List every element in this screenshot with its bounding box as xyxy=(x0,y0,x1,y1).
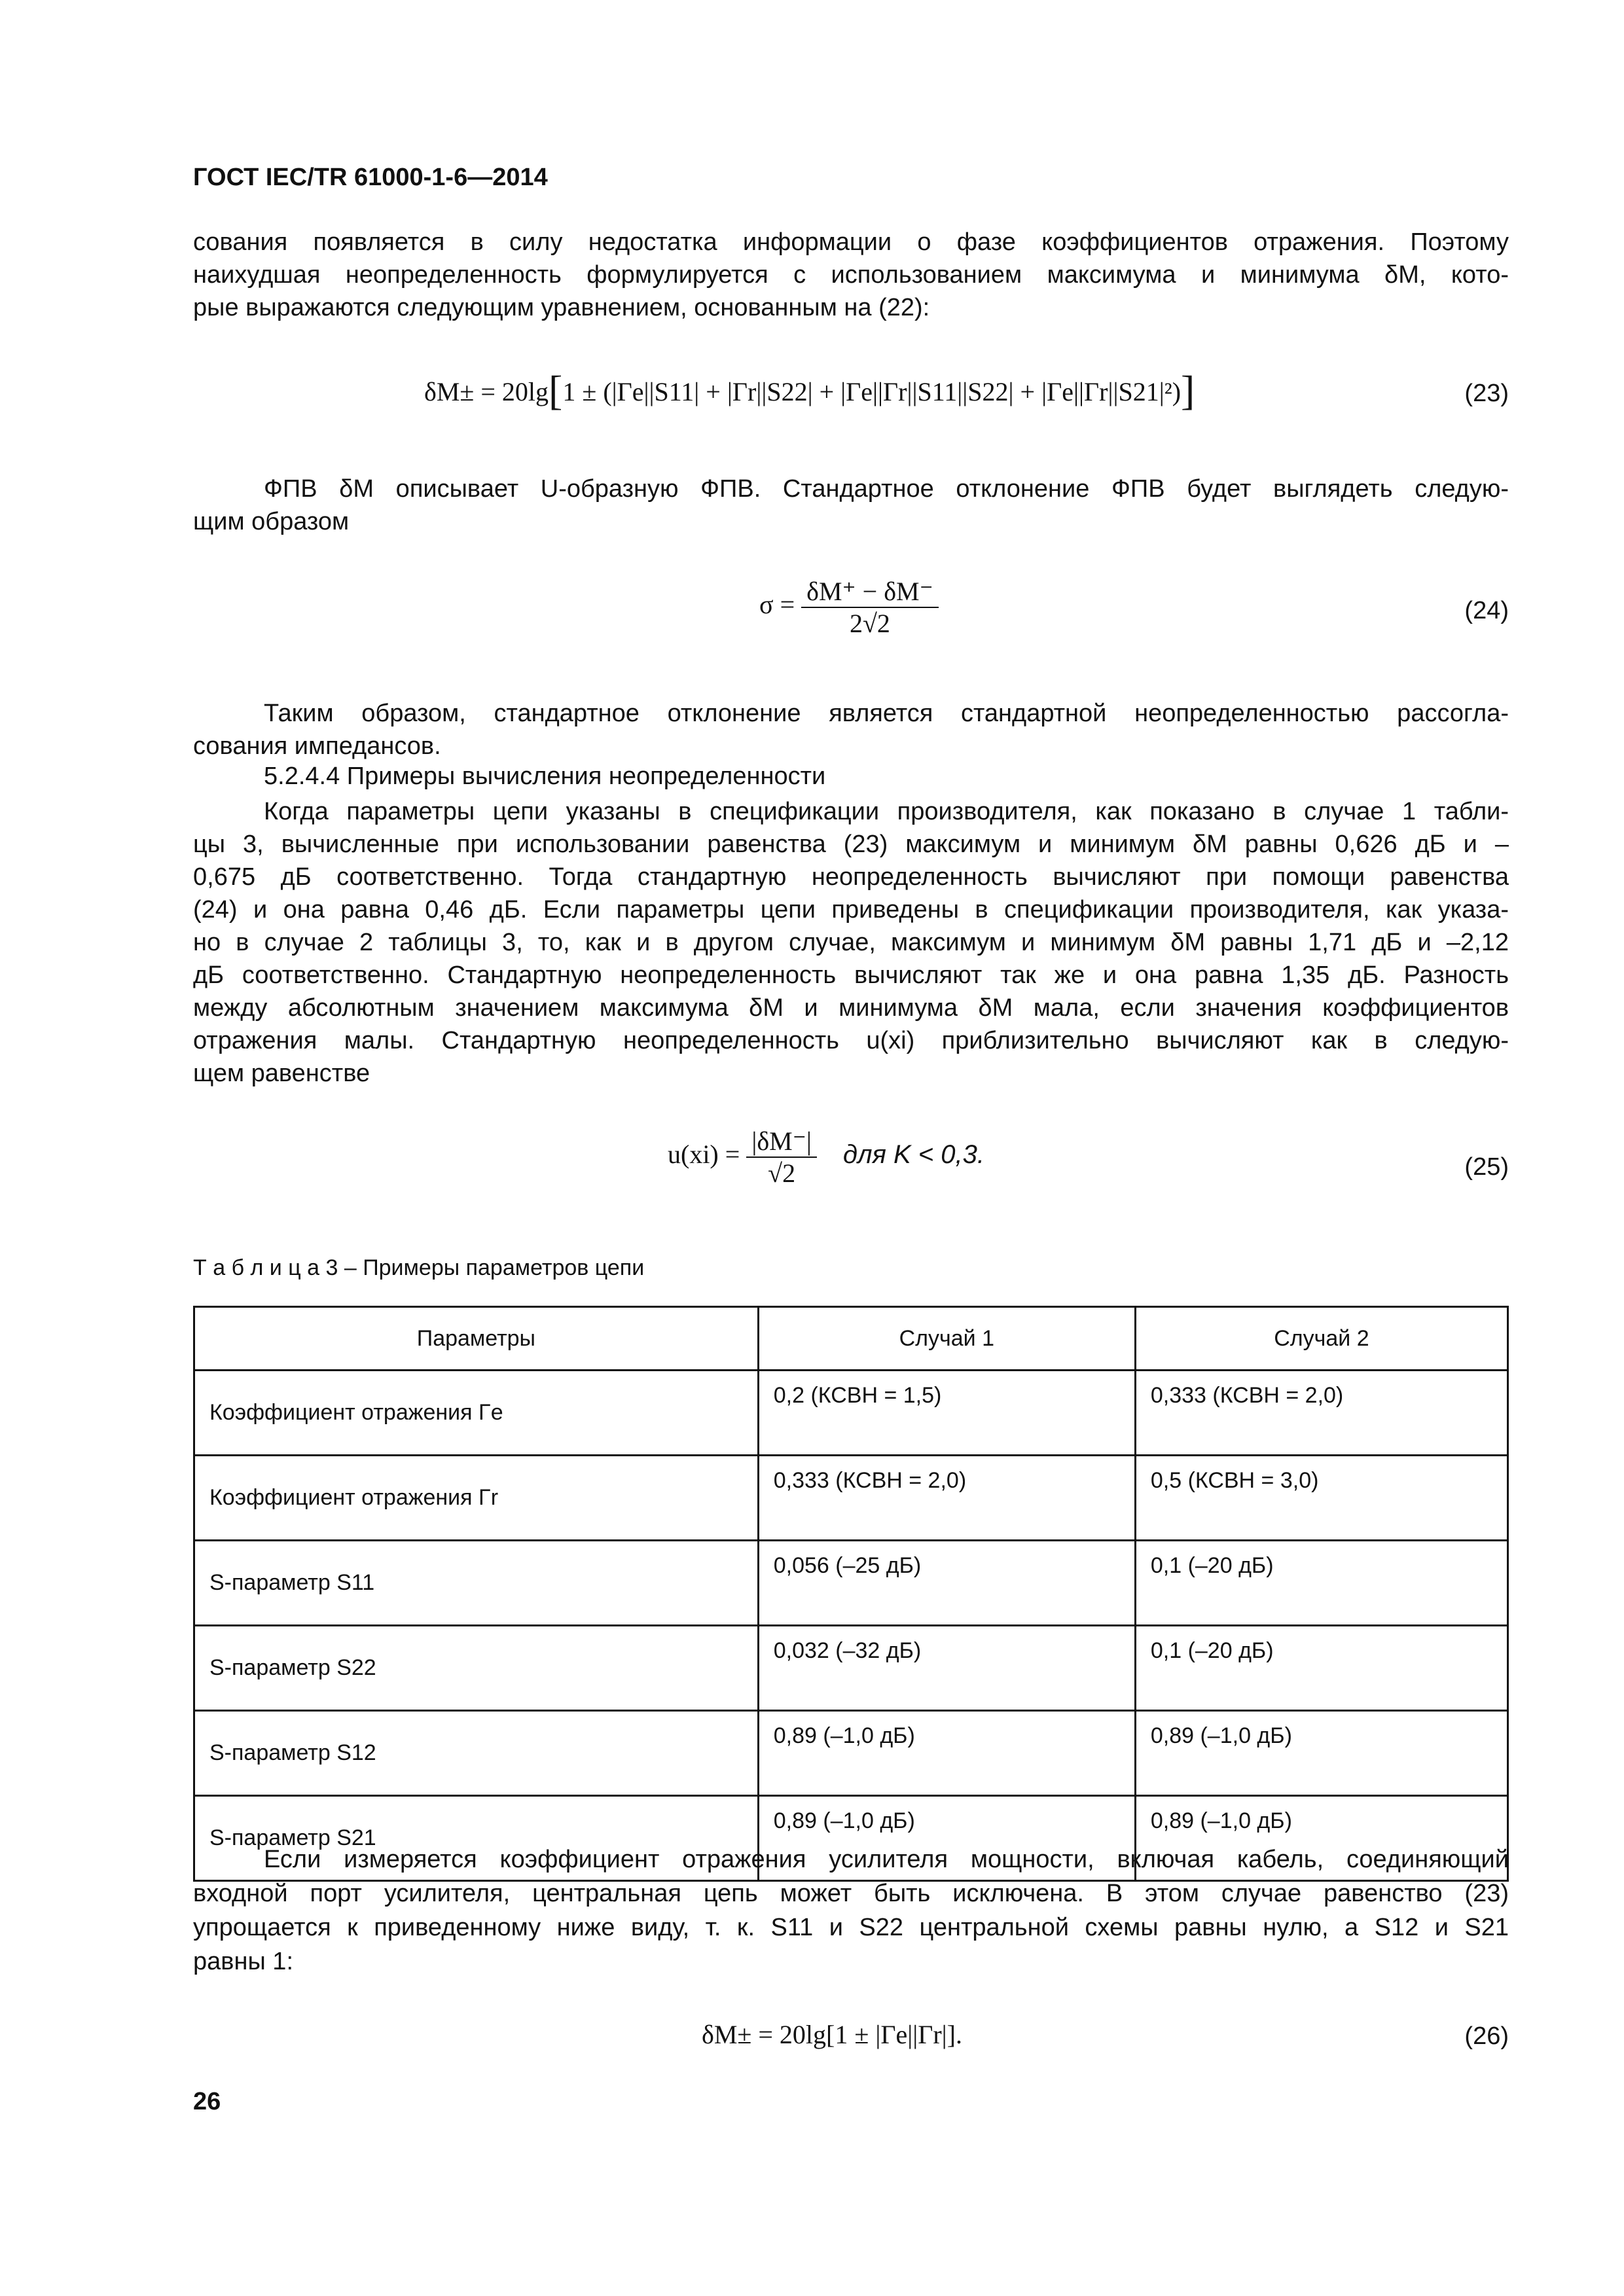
param-cell: S-параметр S22 xyxy=(194,1626,759,1711)
fraction-numerator: δM⁺ − δM⁻ xyxy=(801,576,939,608)
equation-condition: для K < 0,3. xyxy=(842,1140,984,1170)
param-cell: S-параметр S11 xyxy=(194,1541,759,1626)
paragraph-4 xyxy=(193,795,1509,1090)
equation-23: δM± = 20lg[1 ± (|Γe||S11| + |Γr||S22| + |Γe||Γr||S11||S22| + |Γe||Γr||S21|²)] xyxy=(424,367,1195,414)
text-line: дБ соответственно. Стандартную неопределенность вычисляют так же и она равна 1,35 дБ. Разность xyxy=(193,961,1509,989)
table-header-row xyxy=(194,1307,1508,1371)
equation-body: 1 ± (|Γe||S11| + |Γr||S22| + |Γe||Γr||S11||S22| + |Γe||Γr||S21|²) xyxy=(562,377,1182,406)
table-row xyxy=(194,1626,1508,1711)
case-2-cell: 0,1 (–20 дБ) xyxy=(1135,1626,1507,1711)
text-line: сования импедансов. xyxy=(193,732,441,760)
fraction-numerator: |δM⁻| xyxy=(746,1126,817,1158)
fraction-denominator: √2 xyxy=(768,1158,796,1188)
paragraph-1 xyxy=(193,226,1509,324)
param-cell: S-параметр S12 xyxy=(194,1711,759,1796)
case-2-cell: 0,1 (–20 дБ) xyxy=(1135,1541,1507,1626)
paragraph-3 xyxy=(193,697,1509,762)
param-cell: Коэффициент отражения Γe xyxy=(194,1371,759,1456)
table-row xyxy=(194,1371,1508,1456)
text-line: между абсолютным значением максимума δM и минимума δM мала, если значения коэффициентов xyxy=(193,994,1509,1022)
equation-24 xyxy=(759,576,939,639)
text-line: рые выражаются следующим уравнением, основанным на (22): xyxy=(193,294,930,321)
case-1-cell: 0,333 (КСВН = 2,0) xyxy=(758,1456,1135,1541)
equation-lhs: δM± = 20lg xyxy=(424,377,549,406)
fraction xyxy=(801,576,939,639)
page-number: 26 xyxy=(193,2088,221,2115)
param-cell: S-параметр S21 xyxy=(194,1796,759,1881)
text-line: ФПВ δM описывает U-образную ФПВ. Стандартное отклонение ФПВ будет выглядеть следую- xyxy=(264,475,1509,503)
header-case-1: Случай 1 xyxy=(758,1307,1135,1371)
fraction-denominator: 2√2 xyxy=(849,609,890,638)
paragraph-5 xyxy=(193,1842,1509,1979)
text-line: щим образом xyxy=(193,508,350,535)
text-line: Если измеряется коэффициент отражения усилителя мощности, включая кабель, соединяющий xyxy=(264,1846,1509,1873)
table-caption: Т а б л и ц а 3 – Примеры параметров цепи xyxy=(193,1255,645,1280)
text-line: Таким образом, стандартное отклонение является стандартной неопределенностью рассогла- xyxy=(264,700,1509,727)
text-line: Когда параметры цепи указаны в спецификации производителя, как показано в случае 1 табли- xyxy=(264,798,1509,825)
text-line: наихудшая неопределенность формулируется с использованием максимума и минимума δM, кото- xyxy=(193,261,1509,289)
case-2-cell: 0,89 (–1,0 дБ) xyxy=(1135,1796,1507,1881)
text-line: отражения малы. Стандартную неопределенность u(xi) приблизительно вычисляют как в следую- xyxy=(193,1027,1509,1054)
table-row xyxy=(194,1711,1508,1796)
text-line: сования появляется в силу недостатка информации о фазе коэффициентов отражения. Поэтому xyxy=(193,228,1509,256)
text-line: равны 1: xyxy=(193,1948,294,1975)
document-header: ГОСТ IEC/TR 61000-1-6—2014 xyxy=(193,164,548,191)
equation-number-25: (25) xyxy=(1464,1153,1509,1181)
case-1-cell: 0,056 (–25 дБ) xyxy=(758,1541,1135,1626)
table-row xyxy=(194,1541,1508,1626)
text-line: (24) и она равна 0,46 дБ. Если параметры цепи приведены в спецификации производителя, как указа- xyxy=(193,896,1509,924)
header-case-2: Случай 2 xyxy=(1135,1307,1507,1371)
equation-number-26: (26) xyxy=(1464,2022,1509,2050)
header-parameters: Параметры xyxy=(194,1307,759,1371)
case-1-cell: 0,89 (–1,0 дБ) xyxy=(758,1796,1135,1881)
fraction xyxy=(746,1126,817,1189)
case-1-cell: 0,89 (–1,0 дБ) xyxy=(758,1711,1135,1796)
text-line: цы 3, вычисленные при использовании равенства (23) максимум и минимум δM равны 0,626 дБ и – xyxy=(193,831,1509,858)
case-2-cell: 0,5 (КСВН = 3,0) xyxy=(1135,1456,1507,1541)
section-heading: 5.2.4.4 Примеры вычисления неопределенности xyxy=(264,762,826,790)
table-row xyxy=(194,1456,1508,1541)
equation-26: δM± = 20lg[1 ± |Γe||Γr|]. xyxy=(702,2020,962,2049)
text-line: щем равенстве xyxy=(193,1060,370,1087)
text-line: упрощается к приведенному ниже виду, т. к. S11 и S22 центральной схемы равны нулю, а S12 и S21 xyxy=(193,1914,1509,1941)
case-2-cell: 0,333 (КСВН = 2,0) xyxy=(1135,1371,1507,1456)
equation-lhs: u(xi) = xyxy=(668,1139,740,1170)
case-1-cell: 0,2 (КСВН = 1,5) xyxy=(758,1371,1135,1456)
equation-number-24: (24) xyxy=(1464,597,1509,624)
parameters-table xyxy=(193,1306,1509,1882)
paragraph-2 xyxy=(193,473,1509,538)
equation-25 xyxy=(668,1126,984,1189)
text-line: но в случае 2 таблицы 3, то, как и в другом случае, максимум и минимум δM равны 1,71 дБ и –2,12 xyxy=(193,929,1509,956)
case-2-cell: 0,89 (–1,0 дБ) xyxy=(1135,1711,1507,1796)
equation-lhs: σ = xyxy=(759,590,795,620)
equation-number-23: (23) xyxy=(1464,380,1509,407)
case-1-cell: 0,032 (–32 дБ) xyxy=(758,1626,1135,1711)
text-line: входной порт усилителя, центральная цепь может быть исключена. В этом случае равенство (23) xyxy=(193,1880,1509,1907)
text-line: 0,675 дБ соответственно. Тогда стандартную неопределенность вычисляют при помощи равенства xyxy=(193,863,1509,891)
param-cell: Коэффициент отражения Γr xyxy=(194,1456,759,1541)
